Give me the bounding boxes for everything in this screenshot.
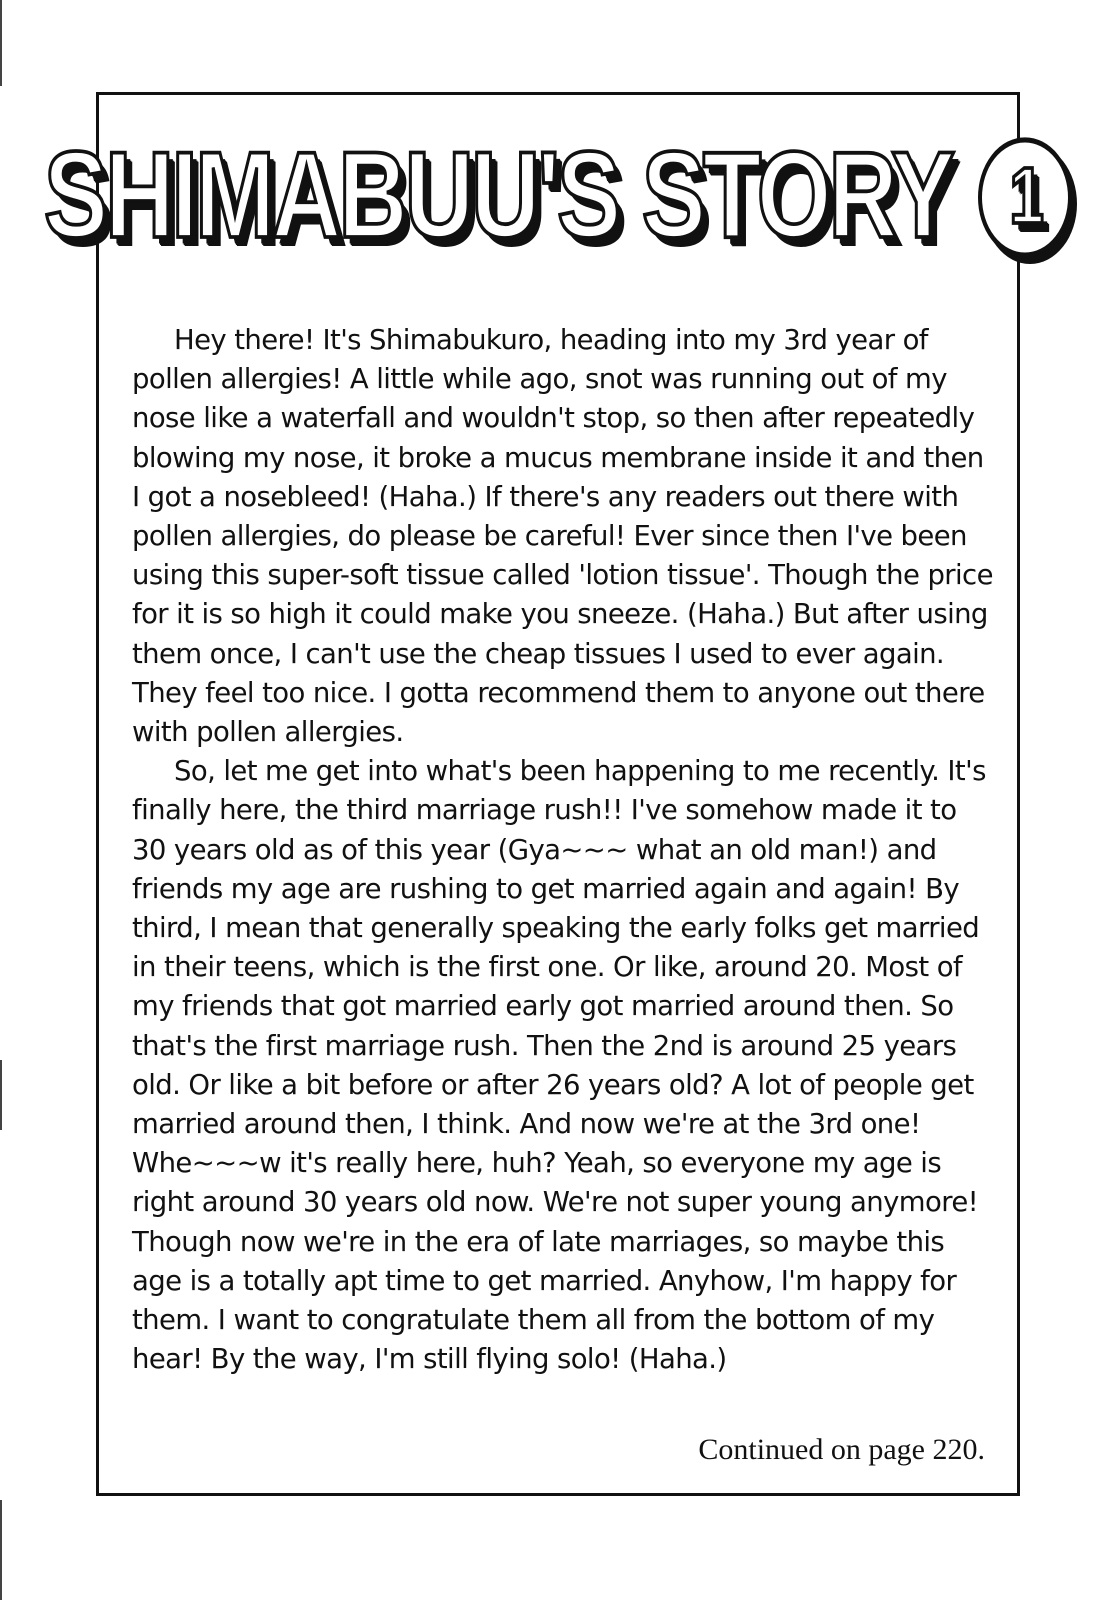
page-title [43, 127, 1072, 265]
title-banner [43, 127, 1041, 265]
story-frame [43, 92, 1041, 1496]
story-paragraph-1: Hey there! It's Shimabukuro, heading into my 3rd year of pollen allergies! A little while ago, snot was running out of my nose like a waterfall and wouldn't stop, so then after repeatedly blowing my nose, it broke a mucus membrane inside it and then I got a nosebleed! (Haha.) If there's any readers out there with pollen allergies, do please be careful! Ever since then I've been using this super-soft tissue called 'lotion tissue'. Though the price for it is so high it could make you sneeze. (Haha.) But after using them once, I can't use the cheap tissues I used to ever again. They feel too nice. I gotta recommend them to anyone out there with pollen allergies. [132, 324, 993, 749]
chapter-number-badge: 1 [978, 137, 1072, 257]
page-edge-mark [0, 1500, 2, 1600]
story-paragraph-2: So, let me get into what's been happening to me recently. It's finally here, the third marriage rush!! I've somehow made it to 30 years old as of this year (Gya~~~ what an old man!) and friends my age are rushing to get married again and again! By third, I mean that generally speaking the early folks get married in their teens, which is the first one. Or like, around 20. Most of my friends that got married early got married around then. So that's the first marriage rush. Then the 2nd is around 25 years old. Or like a bit before or after 26 years old? A lot of people get married around then, I think. And now we're at the 3rd one! Whe~~~w it's really here, huh? Yeah, so everyone my age is right around 30 years old now. We're not super young anymore! Though now we're in the era of late marriages, so maybe this age is a totally apt time to get married. Anyhow, I'm happy for them. I want to congratulate them all from the bottom of my hear! By the way, I'm still flying solo! (Haha.) [132, 755, 986, 1376]
story-body [132, 321, 997, 1379]
page-title-text: SHIMABUU'S STORY [43, 127, 951, 265]
page-edge-mark [0, 1060, 2, 1130]
continued-note: Continued on page 220. [698, 1433, 985, 1466]
page-edge-mark [0, 0, 2, 86]
